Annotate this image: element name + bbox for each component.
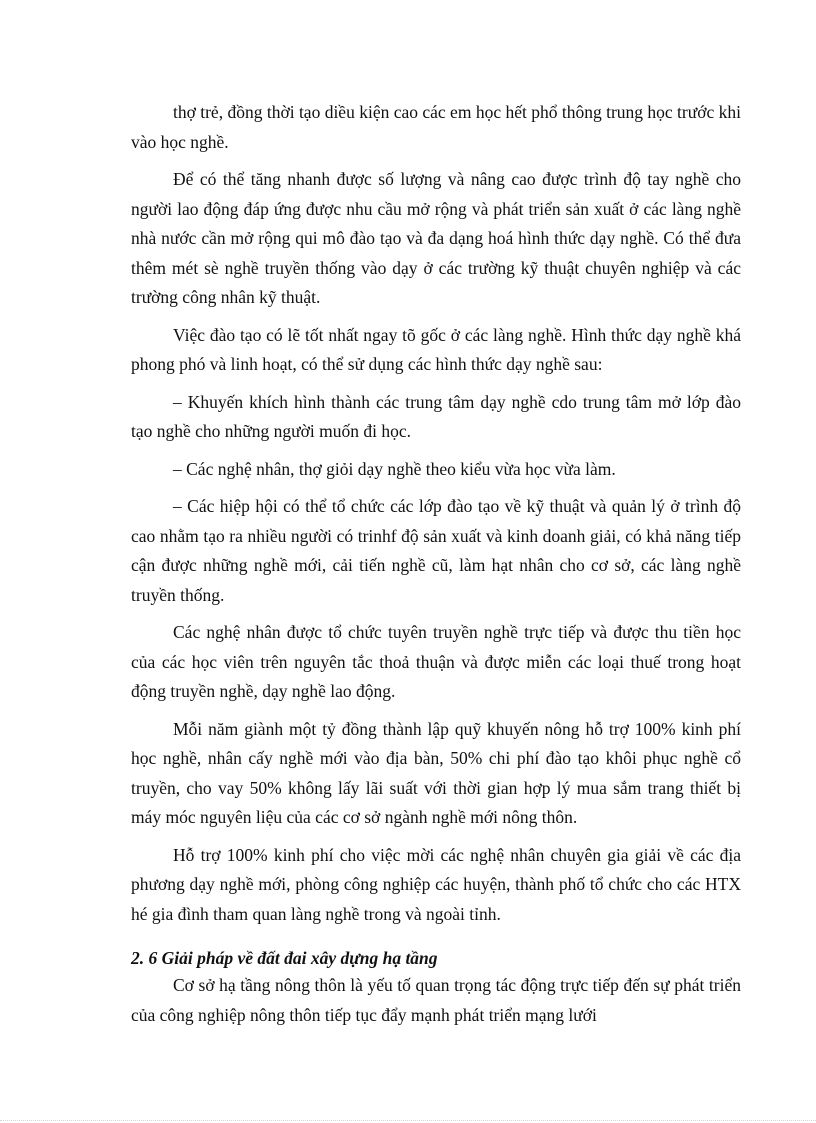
list-item-3: – Các hiệp hội có thể tổ chức các lớp đào tạo về kỹ thuật và quản lý ở trình độ cao nhằm tạo ra nhiều người có trinhf độ sản xuất và kinh doanh giải, có khả năng tiếp cận được những nghề mới, cải tiến nghề cũ, làm hạt nhân cho cơ sở, các làng nghề truyền thống. [131, 496, 741, 605]
paragraph-3: Việc đào tạo có lẽ tốt nhất ngay tõ gốc ở các làng nghề. Hình thức dạy nghề khá phong phó và linh hoạt, có thể sử dụng các hình thức dạy nghề sau: [131, 324, 741, 374]
paragraph-4: Các nghệ nhân được tổ chức tuyên truyền nghề trực tiếp và được thu tiền học của các học viên trên nguyên tắc thoả thuận và được miễn các loại thuế trong hoạt động truyền nghề, dạy nghề lao động. [131, 622, 741, 701]
list-item-2: – Các nghệ nhân, thợ giỏi dạy nghề theo kiểu vừa học vừa làm. [173, 458, 616, 479]
section-heading: 2. 6 Giải pháp về đất đai xây dựng hạ tầng [131, 948, 438, 968]
paragraph-6: Hỗ trợ 100% kinh phí cho việc mời các nghệ nhân chuyên gia giải về các địa phương dạy nghề mới, phòng công nghiệp các huyện, thành phố tổ chức cho các HTX hé gia đình tham quan làng nghề trong và ngoài tỉnh. [131, 844, 741, 924]
paragraph-2: Để có thể tăng nhanh được số lượng và nâng cao được trình độ tay nghề cho người lao động đáp ứng được nhu cầu mở rộng và phát triển sản xuất ở các làng nghề nhà nước cần mở rộng qui mô đào tạo và đa dạng hoá hình thức dạy nghề. Có thể đưa thêm mét sè nghề truyền thống vào dạy ở các trường kỹ thuật chuyên nghiệp và các trường công nhân kỹ thuật. [131, 169, 741, 307]
list-item-1: – Khuyến khích hình thành các trung tâm dạy nghề cdo trung tâm mở lớp đào tạo nghề cho những người muốn đi học. [131, 391, 741, 441]
document-body [131, 98, 741, 1038]
paragraph-1: thợ trẻ, đồng thời tạo diều kiện cao các em học hết phổ thông trung học trước khi vào học nghề. [131, 102, 741, 152]
page-bottom-divider [0, 1120, 816, 1121]
paragraph-5: Mỗi năm giành một tỷ đồng thành lập quỹ khuyến nông hỗ trợ 100% kinh phí học nghề, nhân cấy nghề mới vào địa bàn, 50% chi phí đào tạo khôi phục nghề cổ truyền, cho vay 50% không lấy lãi suất với thời gian hợp lý mua sắm trang thiết bị máy móc nguyên liệu của các cơ sở ngành nghề mới nông thôn. [131, 718, 741, 827]
closing-paragraph: Cơ sở hạ tầng nông thôn là yếu tố quan trọng tác động trực tiếp đến sự phát triển của công nghiệp nông thôn tiếp tục đẩy mạnh phát triển mạng lưới [131, 975, 741, 1025]
